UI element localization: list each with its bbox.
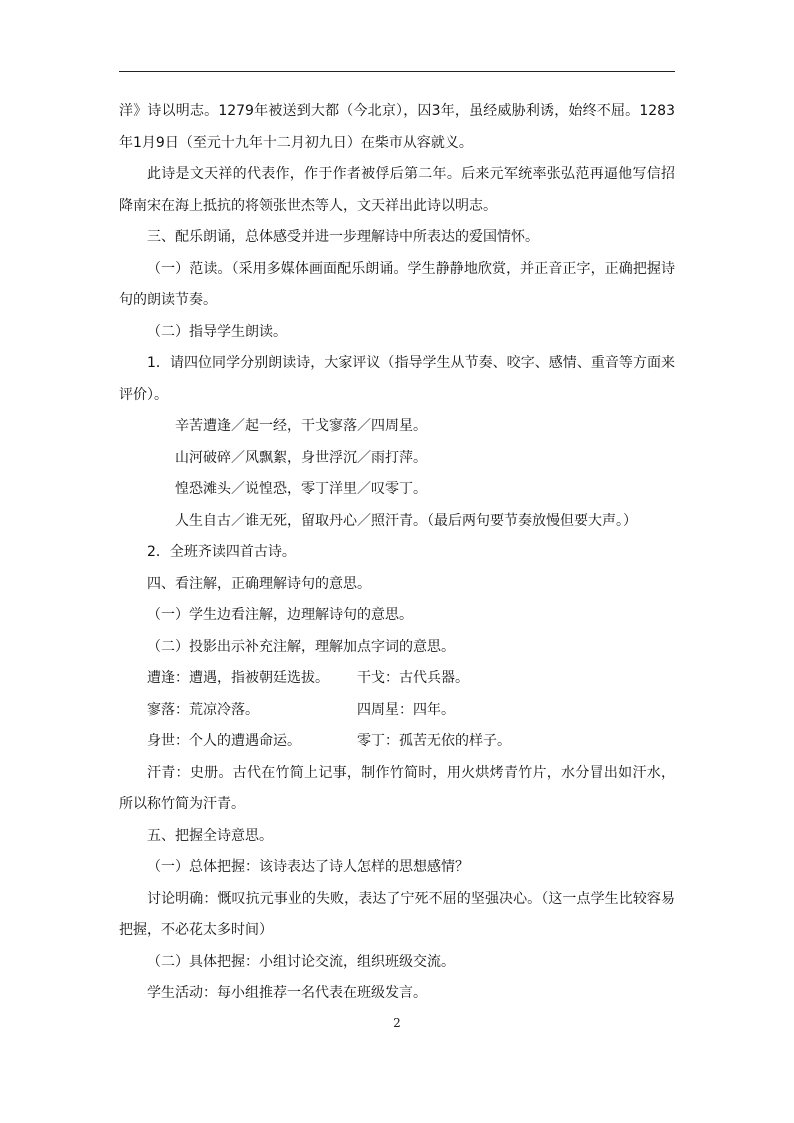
section-heading: 四、看注解，正确理解诗句的意思。 (147, 575, 371, 592)
gloss-item: 零丁：孤苦无依的样子。 (357, 733, 511, 749)
gloss-item: 干戈：古代兵器。 (357, 670, 469, 686)
paragraph: （一）学生边看注解，边理解诗句的意思。 (147, 607, 413, 623)
gloss-item: 遭逢：遭遇，指被朝廷选拔。 (147, 670, 329, 686)
paragraph: 洋》诗以明志。1279年被送到大都（今北京），囚3年，虽经威胁利诱，始终不屈。1283年1月9日（至元十九年十二月初九日）在柴市从容就义。 (119, 103, 675, 151)
page-number: 2 (393, 1016, 401, 1030)
section-heading: 五、把握全诗意思。 (147, 827, 273, 844)
paragraph: 1．请四位同学分别朗读诗，大家评议（指导学生从节奏、咬字、感情、重音等方面来评价）。 (119, 355, 675, 403)
poem-line: 辛苦遭逢／起一经，干戈寥落／四周星。 (175, 418, 427, 434)
gloss-item: 四周星：四年。 (357, 701, 455, 718)
gloss-row (119, 695, 675, 727)
paragraph: 此诗是文天祥的代表作，作于作者被俘后第二年。后来元军统率张弘范再逼他写信招降南宋在海上抵抗的将领张世杰等人，文天祥出此诗以明志。 (119, 166, 675, 214)
poem-line: 惶恐滩头／说惶恐，零丁洋里／叹零丁。 (175, 481, 427, 497)
header-rule (119, 71, 675, 72)
gloss-row (119, 726, 675, 758)
gloss-row (119, 663, 675, 695)
paragraph: 2．全班齐读四首古诗。 (147, 544, 296, 560)
section-heading: 三、配乐朗诵，总体感受并进一步理解诗中所表达的爱国情怀。 (147, 229, 539, 245)
paragraph: （二）投影出示补充注解，理解加点字词的意思。 (147, 638, 455, 655)
gloss-item: 身世：个人的遭遇命运。 (147, 733, 301, 749)
subsection-heading: （二）指导学生朗读。 (147, 323, 287, 340)
gloss-item: 寥落：荒凉冷落。 (147, 701, 259, 718)
paragraph: 学生活动：每小组推荐一名代表在班级发言。 (147, 985, 427, 1001)
paragraph: 讨论明确：慨叹抗元事业的失败，表达了宁死不屈的坚强决心。（这一点学生比较容易把握，不必花太多时间） (119, 890, 675, 938)
paragraph: （一）总体把握：该诗表达了诗人怎样的思想感情？ (147, 859, 469, 875)
document-body (119, 96, 675, 1010)
paragraph: （一）范读。（采用多媒体画面配乐朗诵。学生静静地欣赏，并正音正字，正确把握诗句的朗读节奏。 (119, 260, 675, 308)
paragraph: （二）具体把握：小组讨论交流，组织班级交流。 (147, 953, 455, 970)
poem-line: 山河破碎／风飘絮，身世浮沉／雨打萍。 (175, 449, 427, 466)
paragraph: 汗青：史册。古代在竹简上记事，制作竹简时，用火烘烤青竹片，水分冒出如汗水，所以称竹简为汗青。 (119, 764, 675, 812)
poem-line: 人生自古／谁无死，留取丹心／照汗青。（最后两句要节奏放慢但要大声。） (175, 512, 637, 529)
